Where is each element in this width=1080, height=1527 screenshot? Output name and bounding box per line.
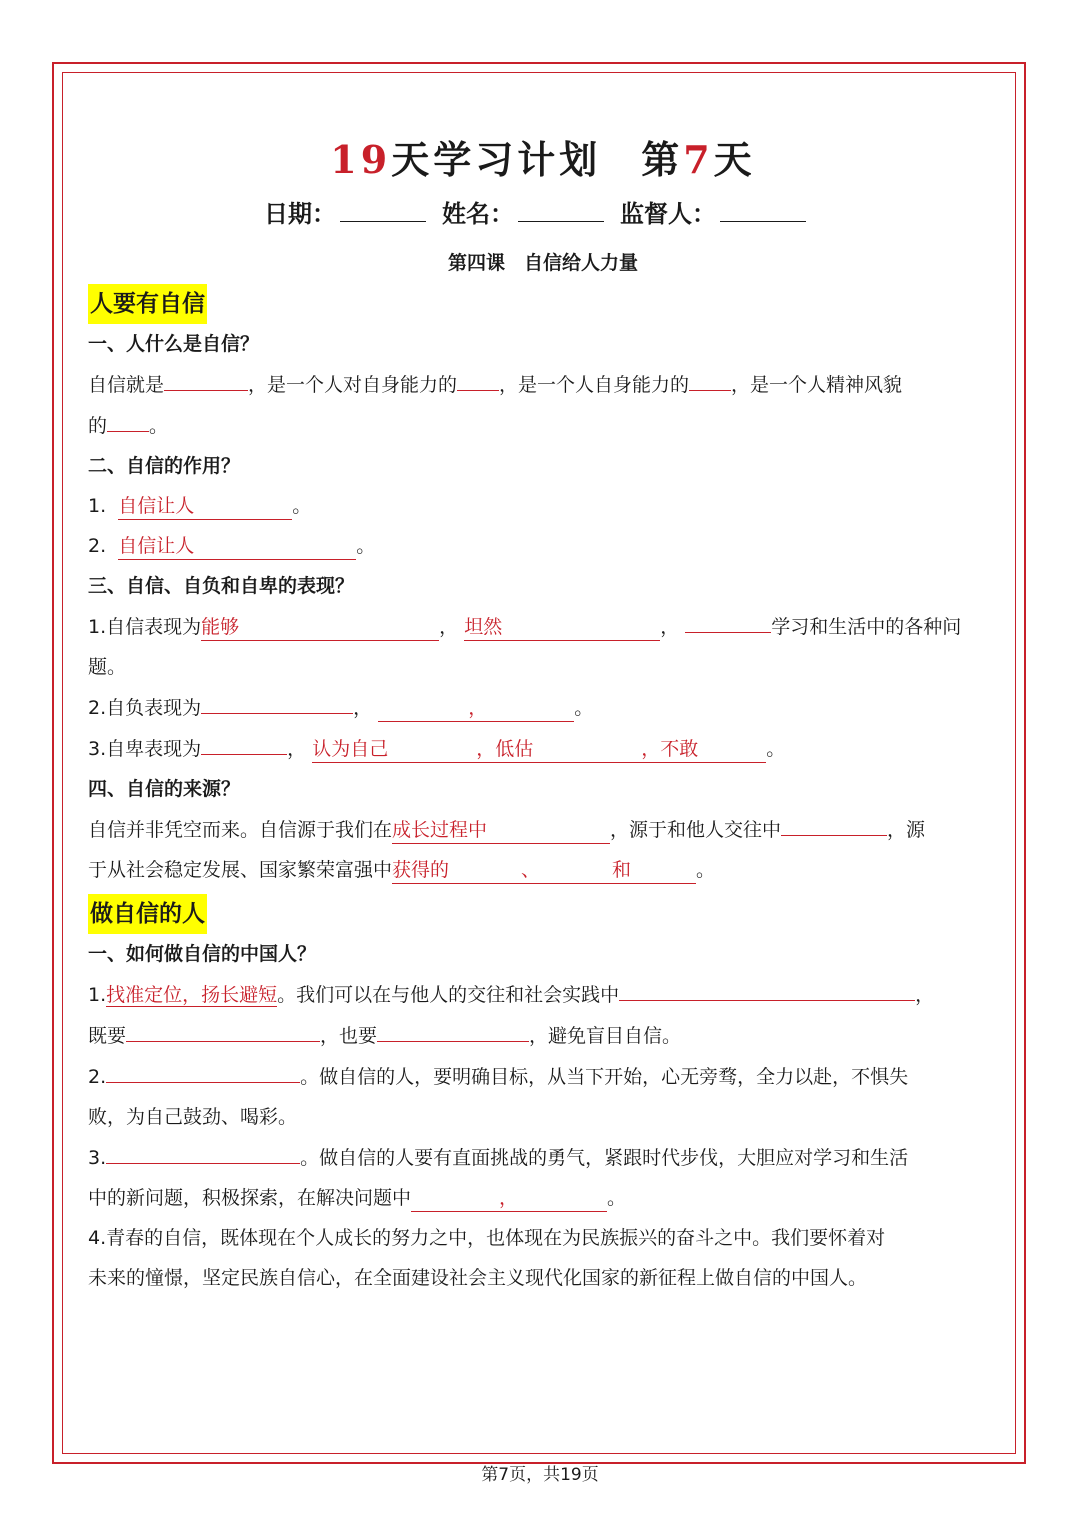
part2-item-4-line-1: 4.青春的自信，既体现在个人成长的努力之中，也体现在为民族振兴的奋斗之中。我们要怀着对 [88, 1227, 886, 1249]
title-day-number: 7 [683, 137, 714, 182]
supervisor-blank[interactable] [720, 199, 806, 222]
name-blank[interactable] [518, 199, 604, 222]
question-4-line-1: 自信并非凭空而来。自信源于我们在成长过程中 ，源于和他人交往中 ，源 [88, 809, 998, 850]
answer-blank[interactable] [619, 974, 915, 1001]
answer-blank[interactable]: 认为自己 ，低估 ，不敢 [312, 736, 766, 763]
answer-blank[interactable] [201, 728, 287, 755]
answer-blank[interactable] [164, 364, 248, 391]
name-label: 姓名： [442, 199, 514, 228]
title-day-suffix: 天 [713, 137, 756, 182]
question-1-heading: 一、人什么是自信？ [88, 333, 260, 355]
date-blank[interactable] [340, 199, 426, 222]
worksheet [88, 130, 998, 1298]
answer-blank[interactable] [107, 405, 149, 432]
section-heading-1: 人要有自信 [88, 284, 207, 324]
answer-blank[interactable]: 自信让人 [118, 493, 292, 520]
answer-blank[interactable] [126, 1015, 320, 1042]
question-3-item-3: 3.自卑表现为 ， 认为自己 ，低估 ，不敢 。 [88, 728, 998, 769]
question-3-item-2: 2.自负表现为 ， ， 。 [88, 687, 998, 728]
part2-item-4-line-2: 未来的憧憬，坚定民族自信心，在全面建设社会主义现代化国家的新征程上做自信的中国人。 [88, 1267, 868, 1289]
answer-blank[interactable] [201, 687, 353, 714]
question-4-line-2: 于从社会稳定发展、国家繁荣富强中获得的 、 和 。 [88, 850, 998, 890]
answer-blank[interactable]: 成长过程中 [392, 817, 610, 844]
part2-item-1-line-2: 既要 ，也要 ，避免盲目自信。 [88, 1015, 998, 1056]
title-days-count: 19 [330, 137, 392, 182]
answer-blank[interactable]: ， [411, 1185, 607, 1212]
answer-blank[interactable] [689, 364, 731, 391]
question-3-item-1: 1.自信表现为能够 ， 坦然 ， 学习和生活中的各种问 [88, 606, 998, 647]
answer-blank[interactable] [685, 606, 771, 633]
date-label: 日期： [264, 199, 336, 228]
page-footer: 第7页，共19页 [481, 1465, 599, 1485]
part2-question-1-heading: 一、如何做自信的中国人？ [88, 943, 317, 965]
answer-blank[interactable]: 获得的 、 和 [392, 857, 696, 884]
question-4-heading: 四、自信的来源？ [88, 778, 241, 800]
answer-blank[interactable]: 坦然 [464, 614, 660, 641]
question-3-item-1-cont: 题。 [88, 656, 127, 678]
part2-item-2-line-2: 败，为自己鼓劲、喝彩。 [88, 1106, 298, 1128]
lesson-title: 第四课 自信给人力量 [447, 252, 638, 274]
answer-blank[interactable]: 能够 [201, 614, 439, 641]
part2-item-3-line-1: 3. 。做自信的人要有直面挑战的勇气，紧跟时代步伐，大胆应对学习和生活 [88, 1137, 998, 1178]
supervisor-label: 监督人： [620, 199, 716, 228]
question-2-heading: 二、自信的作用？ [88, 455, 241, 477]
part2-item-1-line-1: 1.找准定位，扬长避短。我们可以在与他人的交往和社会实践中 ， [88, 974, 998, 1015]
answer-blank[interactable] [106, 1056, 300, 1083]
title-day-prefix: 第 [641, 137, 684, 182]
answer-blank[interactable]: ， [378, 695, 574, 722]
question-3-heading: 三、自信、自负和自卑的表现？ [88, 575, 355, 597]
question-1-line-1: 自信就是 ，是一个人对自身能力的 ，是一个人自身能力的 ，是一个人精神风貌 [88, 364, 998, 405]
question-2-item-2: 2. 自信让人 。 [88, 526, 998, 566]
title-plan-text: 天学习计划 [391, 137, 602, 182]
part2-item-2-line-1: 2. 。做自信的人，要明确目标，从当下开始，心无旁骛，全力以赴，不惧失 [88, 1056, 998, 1097]
question-2-item-1: 1. 自信让人 。 [88, 486, 998, 526]
section-heading-2: 做自信的人 [88, 894, 207, 934]
question-1-line-2: 的 。 [88, 405, 998, 446]
part2-item-3-line-2: 中的新问题，积极探索，在解决问题中 ， 。 [88, 1178, 998, 1218]
meta-row [88, 192, 998, 236]
answer-blank[interactable] [377, 1015, 529, 1042]
answer-blank[interactable] [457, 364, 499, 391]
answer-blank[interactable] [106, 1137, 300, 1164]
answer-blank[interactable] [781, 809, 887, 836]
answer-blank[interactable]: 自信让人 [118, 533, 356, 560]
page-title [88, 130, 998, 190]
